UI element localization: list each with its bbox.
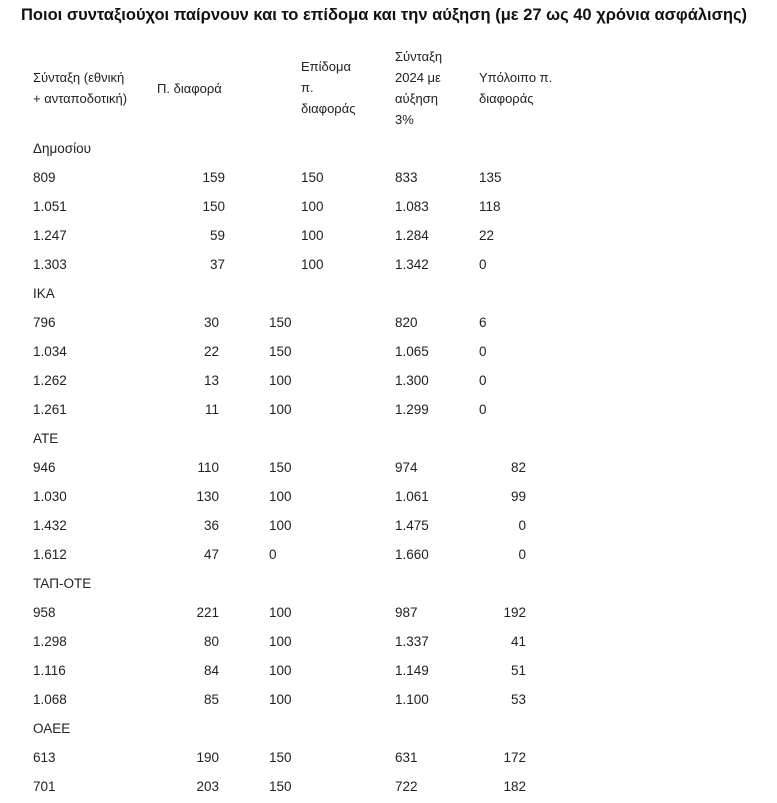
cell-remaining: 99 bbox=[510, 489, 526, 504]
cell-difference: 36 bbox=[203, 518, 219, 533]
cell-allowance: 150 bbox=[269, 460, 292, 475]
header-pension-line: + ανταποδοτική) bbox=[33, 91, 128, 106]
cell-remaining: 51 bbox=[510, 663, 526, 678]
cell-allowance: 100 bbox=[301, 257, 324, 272]
cell-remaining: 0 bbox=[479, 344, 487, 359]
header-pension-2024-line: αύξηση bbox=[395, 91, 438, 106]
cell-difference: 150 bbox=[202, 199, 225, 214]
cell-remaining: 118 bbox=[479, 199, 501, 214]
cell-difference: 13 bbox=[203, 373, 219, 388]
cell-difference: 159 bbox=[202, 170, 225, 185]
cell-pension-2024: 1.299 bbox=[395, 402, 429, 417]
header-difference bbox=[157, 78, 222, 99]
section-label: ΙΚΑ bbox=[33, 286, 55, 301]
section-label: ΤΑΠ-ΟΤΕ bbox=[33, 576, 92, 591]
cell-allowance: 100 bbox=[269, 692, 292, 707]
section-label: ΟΑΕΕ bbox=[33, 721, 71, 736]
cell-difference: 110 bbox=[197, 460, 219, 475]
cell-difference: 84 bbox=[203, 663, 219, 678]
cell-allowance: 100 bbox=[269, 489, 292, 504]
header-pension-2024-line: Σύνταξη bbox=[395, 49, 443, 64]
header-pension bbox=[33, 67, 127, 109]
section-label: ΑΤΕ bbox=[33, 431, 59, 446]
cell-remaining: 0 bbox=[479, 402, 487, 417]
header-pension-2024-line: 3% bbox=[395, 112, 414, 127]
cell-pension: 1.298 bbox=[33, 634, 67, 649]
cell-remaining: 0 bbox=[518, 547, 526, 562]
table-title: Ποιοι συνταξιούχοι παίρνουν και το επίδομα και την αύξηση (με 27 ως 40 χρόνια ασφάλισης) bbox=[21, 6, 748, 24]
cell-pension-2024: 722 bbox=[395, 779, 418, 794]
cell-allowance: 100 bbox=[269, 663, 292, 678]
cell-difference: 11 bbox=[204, 402, 219, 417]
header-allowance-line: Επίδομα bbox=[301, 59, 352, 74]
header-pension-2024 bbox=[395, 46, 442, 130]
cell-pension: 1.116 bbox=[33, 663, 66, 678]
cell-difference: 203 bbox=[196, 779, 219, 794]
cell-remaining: 53 bbox=[510, 692, 526, 707]
cell-pension: 1.432 bbox=[33, 518, 67, 533]
header-allowance-line: π. bbox=[301, 80, 314, 95]
cell-pension-2024: 631 bbox=[395, 750, 418, 765]
cell-difference: 221 bbox=[196, 605, 219, 620]
header-pension-2024-line: 2024 με bbox=[395, 70, 441, 85]
cell-pension-2024: 833 bbox=[395, 170, 418, 185]
cell-pension: 1.030 bbox=[33, 489, 67, 504]
cell-pension-2024: 987 bbox=[395, 605, 418, 620]
cell-pension-2024: 974 bbox=[395, 460, 418, 475]
cell-remaining: 182 bbox=[503, 779, 526, 794]
cell-remaining: 6 bbox=[479, 315, 487, 330]
cell-pension: 613 bbox=[33, 750, 56, 765]
cell-allowance: 100 bbox=[301, 199, 324, 214]
cell-pension: 796 bbox=[33, 315, 56, 330]
header-remaining bbox=[479, 67, 552, 109]
cell-pension: 1.303 bbox=[33, 257, 67, 272]
cell-remaining: 135 bbox=[479, 170, 502, 185]
cell-pension: 1.261 bbox=[33, 402, 67, 417]
cell-remaining: 192 bbox=[503, 605, 526, 620]
cell-allowance: 100 bbox=[269, 634, 292, 649]
cell-difference: 130 bbox=[196, 489, 219, 504]
cell-difference: 80 bbox=[203, 634, 219, 649]
cell-pension-2024: 1.083 bbox=[395, 199, 429, 214]
cell-pension-2024: 1.149 bbox=[395, 663, 429, 678]
cell-difference: 37 bbox=[209, 257, 225, 272]
cell-allowance: 150 bbox=[269, 750, 292, 765]
cell-pension-2024: 820 bbox=[395, 315, 418, 330]
cell-pension-2024: 1.300 bbox=[395, 373, 429, 388]
cell-pension: 1.262 bbox=[33, 373, 67, 388]
cell-allowance: 100 bbox=[301, 228, 324, 243]
cell-difference: 190 bbox=[196, 750, 219, 765]
cell-pension-2024: 1.065 bbox=[395, 344, 429, 359]
cell-pension-2024: 1.342 bbox=[395, 257, 429, 272]
cell-pension: 1.612 bbox=[33, 547, 67, 562]
cell-pension-2024: 1.337 bbox=[395, 634, 429, 649]
cell-allowance: 100 bbox=[269, 605, 292, 620]
cell-remaining: 172 bbox=[503, 750, 526, 765]
cell-difference: 22 bbox=[203, 344, 219, 359]
header-remaining-line: Υπόλοιπο π. bbox=[479, 70, 553, 85]
cell-allowance: 100 bbox=[269, 518, 292, 533]
cell-difference: 59 bbox=[209, 228, 225, 243]
cell-remaining: 0 bbox=[479, 257, 487, 272]
cell-pension: 946 bbox=[33, 460, 56, 475]
cell-difference: 85 bbox=[203, 692, 219, 707]
cell-remaining: 41 bbox=[510, 634, 526, 649]
cell-pension-2024: 1.284 bbox=[395, 228, 429, 243]
cell-allowance: 150 bbox=[301, 170, 324, 185]
cell-allowance: 150 bbox=[269, 344, 292, 359]
header-remaining-line: διαφοράς bbox=[479, 91, 534, 106]
cell-remaining: 82 bbox=[510, 460, 526, 475]
cell-allowance: 100 bbox=[269, 402, 292, 417]
cell-remaining: 0 bbox=[518, 518, 526, 533]
cell-difference: 30 bbox=[203, 315, 219, 330]
header-difference-line: Π. διαφορά bbox=[157, 81, 222, 96]
header-pension-line: Σύνταξη (εθνική bbox=[33, 70, 125, 85]
cell-pension: 1.034 bbox=[33, 344, 67, 359]
cell-allowance: 150 bbox=[269, 315, 292, 330]
section-label: Δημοσίου bbox=[33, 141, 92, 156]
cell-pension-2024: 1.660 bbox=[395, 547, 429, 562]
cell-allowance: 150 bbox=[269, 779, 292, 794]
cell-pension: 1.051 bbox=[33, 199, 67, 214]
cell-remaining: 0 bbox=[479, 373, 487, 388]
header-allowance bbox=[301, 56, 355, 119]
cell-pension: 1.247 bbox=[33, 228, 67, 243]
cell-pension-2024: 1.061 bbox=[395, 489, 429, 504]
cell-remaining: 22 bbox=[479, 228, 495, 243]
cell-pension-2024: 1.100 bbox=[395, 692, 429, 707]
cell-pension: 958 bbox=[33, 605, 56, 620]
cell-pension: 809 bbox=[33, 170, 56, 185]
header-allowance-line: διαφοράς bbox=[301, 101, 356, 116]
cell-pension: 1.068 bbox=[33, 692, 67, 707]
cell-allowance: 100 bbox=[269, 373, 292, 388]
cell-pension: 701 bbox=[33, 779, 56, 794]
cell-allowance: 0 bbox=[269, 547, 277, 562]
cell-pension-2024: 1.475 bbox=[395, 518, 429, 533]
cell-difference: 47 bbox=[203, 547, 219, 562]
